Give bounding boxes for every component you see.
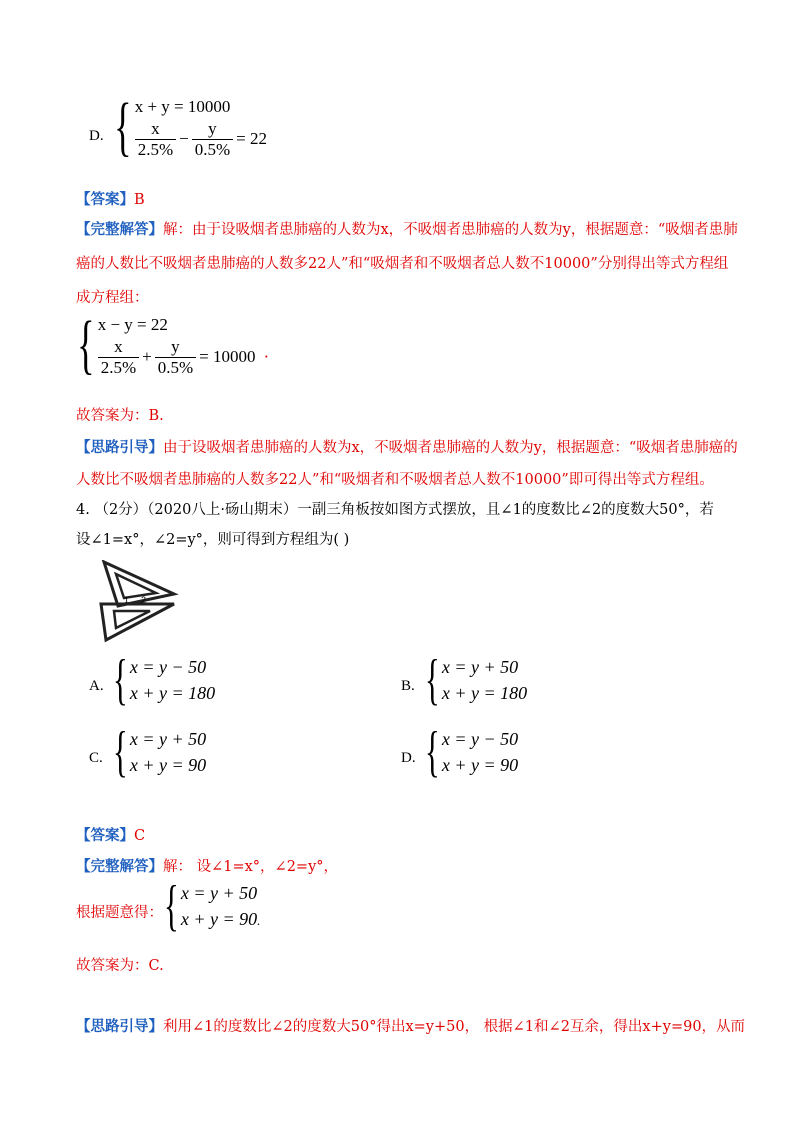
q3-equation-system — [70, 308, 270, 381]
answer-value: B — [134, 192, 145, 208]
q4-option-b[interactable]: { x = y + 50 x + y = 180 — [425, 649, 528, 711]
fraction: $\frac{y}{0.5\%}$ — [192, 119, 233, 160]
q4-stem-line2: 设∠1=x°，∠2=y°，则可得到方程组为( ) — [76, 532, 350, 548]
set-squares-figure — [98, 560, 180, 644]
answer-tag: 【答案】 — [76, 828, 134, 844]
q4-stem-line1: 4. （2分）（2020八上·砀山期末）一副三角板按如图方式摆放，且∠1的度数比∠2的度数大50°，若 — [76, 502, 714, 518]
fraction: $\frac{x}{2.5\%}$ — [98, 337, 139, 378]
q3-sys-eq2: $\frac{x}{2.5\%}$ + $\frac{y}{0.5\%}$ = 10000 · — [98, 337, 269, 378]
q3-answer-row — [76, 190, 145, 210]
q4-option-c[interactable]: { x = y + 50 x + y = 90 — [113, 721, 207, 783]
angle-label-2: 2 — [141, 595, 147, 605]
q3-conclusion: 故答案为：B. — [76, 408, 164, 424]
brace-icon: { — [425, 721, 440, 783]
q4-derive-prefix: 根据题意得： — [76, 905, 163, 921]
q4-option-c-label[interactable]: C. — [89, 750, 103, 766]
brace-icon: { — [164, 875, 179, 937]
q4-conclusion: 故答案为：C. — [76, 958, 164, 974]
prev-option-d-eq1: x + y = 10000 — [134, 96, 231, 116]
q4-derive-system: { x = y + 50 x + y = 90. — [164, 875, 261, 937]
angle-label-1: 1 — [124, 595, 130, 605]
q4-answer-row — [76, 826, 145, 846]
q3-solution-line3: 成方程组： — [76, 290, 149, 306]
q3-solution-line1: 【完整解答】解：由于设吸烟者患肺癌的人数为x，不吸烟者患肺癌的人数为y，根据题意：“吸烟者患肺 — [76, 222, 738, 238]
lower-triangle — [101, 604, 174, 640]
prev-option-d-system — [107, 90, 267, 163]
solution-tag: 【完整解答】 — [76, 859, 163, 875]
q4-hint-row: 【思路引导】利用∠1的度数比∠2的度数大50°得出x=y+50， 根据∠1和∠2互余，得出x+y=90，从而 — [76, 1019, 746, 1035]
hint-tag: 【思路引导】 — [76, 440, 163, 456]
q4-option-d[interactable]: { x = y − 50 x + y = 90 — [425, 721, 519, 783]
prev-option-d-label: D. — [89, 128, 104, 144]
brace-icon: { — [77, 308, 95, 381]
answer-value: C — [134, 828, 146, 844]
hint-tag: 【思路引导】 — [76, 1019, 163, 1035]
q4-solution-row: 【完整解答】解： 设∠1=x°，∠2=y°， — [76, 859, 339, 875]
prev-option-d-eq2: $\frac{x}{2.5\%}$ − $\frac{y}{0.5\%}$ = 22 — [135, 119, 267, 160]
brace-icon: { — [113, 649, 128, 711]
q3-solution-line2: 癌的人数比不吸烟者患肺癌的人数多22人”和“吸烟者和不吸烟者总人数不10000”分别得出等式方程组 — [76, 256, 729, 272]
q4-option-a-label[interactable]: A. — [89, 678, 104, 694]
brace-icon: { — [425, 649, 440, 711]
q3-hint-line1: 【思路引导】由于设吸烟者患肺癌的人数为x，不吸烟者患肺癌的人数为y，根据题意：“吸烟者患肺癌的 — [76, 440, 738, 456]
solution-tag: 【完整解答】 — [76, 222, 163, 238]
brace-icon: { — [114, 90, 132, 163]
q3-hint-line2: 人数比不吸烟者患肺癌的人数多22人”和“吸烟者和不吸烟者总人数不10000”即可得出等式方程组。 — [76, 472, 714, 488]
q4-option-b-label[interactable]: B. — [401, 678, 415, 694]
fraction: $\frac{y}{0.5\%}$ — [155, 337, 196, 378]
q4-option-a[interactable]: { x = y − 50 x + y = 180 — [113, 649, 216, 711]
brace-icon: { — [113, 721, 128, 783]
q3-sys-eq1: x − y = 22 — [97, 314, 168, 334]
q4-option-d-label[interactable]: D. — [401, 750, 416, 766]
answer-tag: 【答案】 — [76, 192, 134, 208]
fraction: $\frac{x}{2.5\%}$ — [135, 119, 176, 160]
